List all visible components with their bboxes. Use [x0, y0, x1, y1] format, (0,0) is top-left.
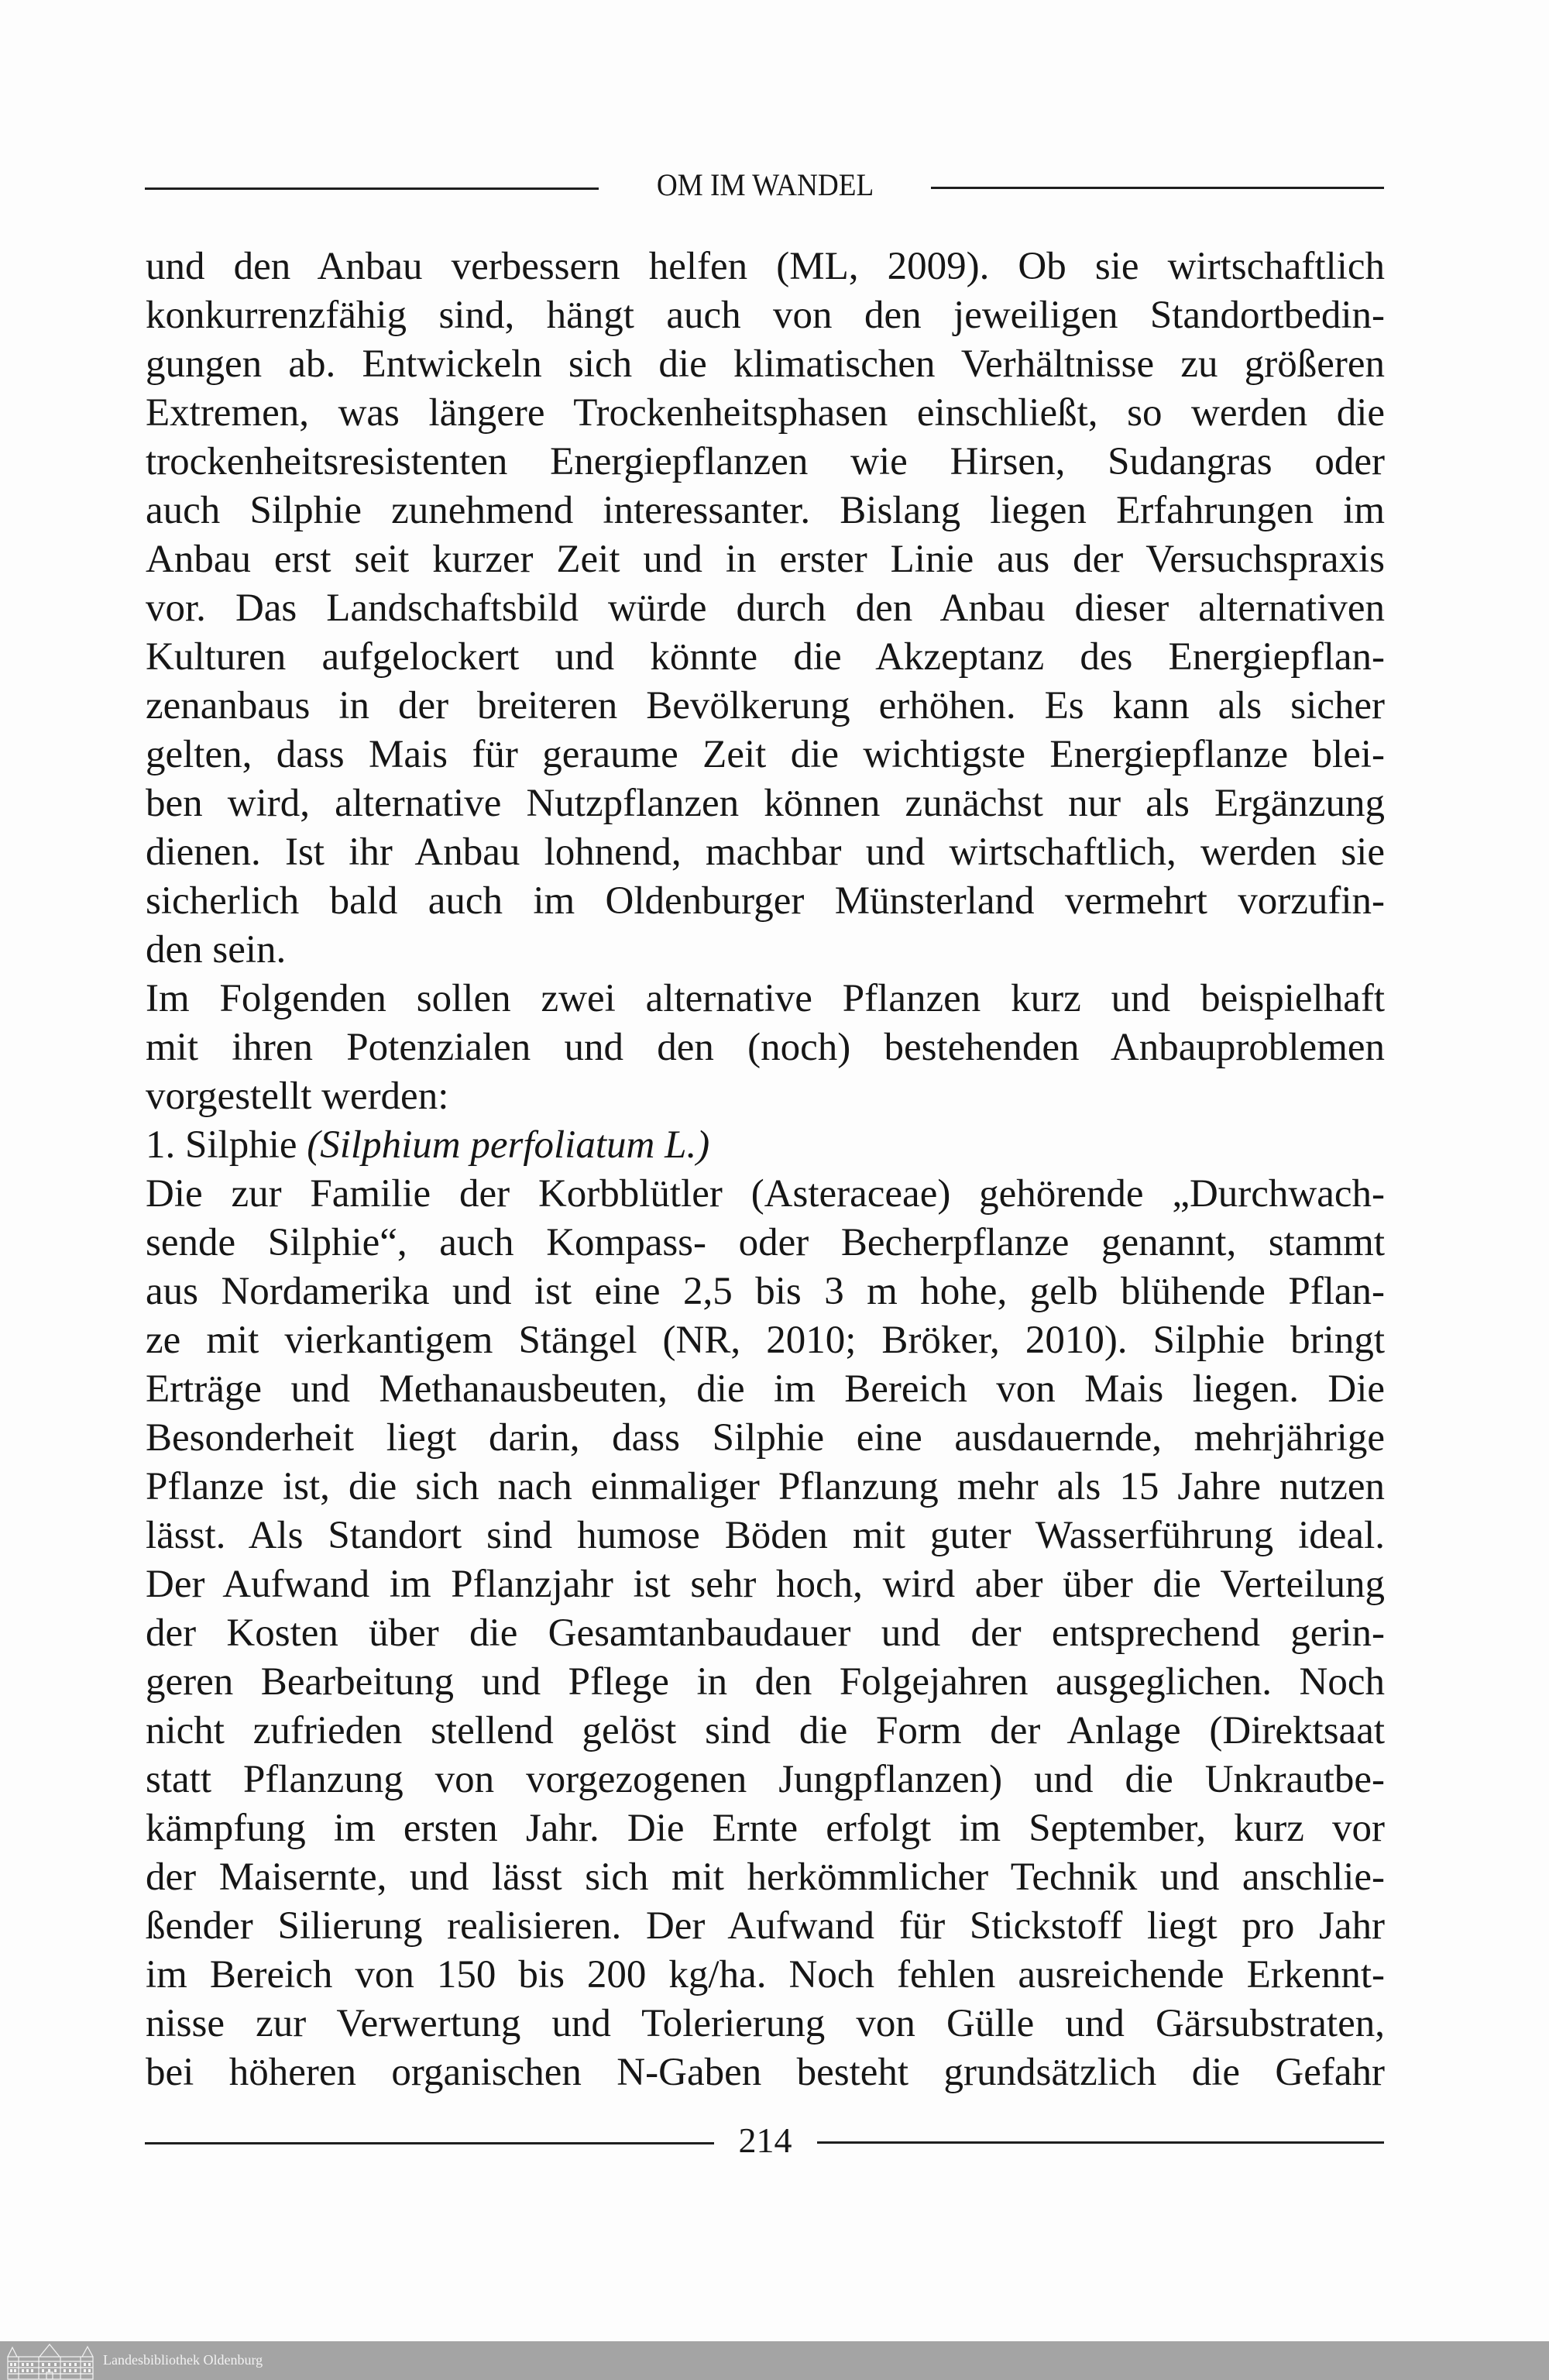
text-line [146, 1853, 1385, 1902]
text-line [146, 340, 1385, 389]
text-line [146, 584, 1385, 633]
text-line [146, 1316, 1385, 1365]
text-line-content: vorgestellt werden: [146, 1075, 449, 1118]
text-line [146, 1170, 1385, 1219]
text-line-content: sicherlich bald auch im Oldenburger Münsterland vermehrt vorzufin- [146, 879, 1385, 923]
text-line [146, 1072, 1385, 1121]
text-line-content: bei höheren organischen N-Gaben besteht grundsätzlich die Gefahr [146, 2051, 1385, 2094]
text-line-content: kämpfung im ersten Jahr. Die Ernte erfolgt im September, kurz vor [146, 1807, 1385, 1850]
running-head-title: OM IM WANDEL [656, 167, 874, 202]
folio-rule-right [817, 2141, 1384, 2144]
text-line-content: trockenheitsresistenten Energiepflanzen wie Hirsen, Sudangras oder [146, 440, 1385, 483]
text-line-content: Anbau erst seit kurzer Zeit und in erster Linie aus der Versuchspraxis [146, 538, 1385, 581]
text-line-content: statt Pflanzung von vorgezogenen Jungpflanzen) und die Unkrautbe- [146, 1758, 1385, 1801]
text-line-content: Pflanze ist, die sich nach einmaliger Pflanzung mehr als 15 Jahre nutzen [146, 1465, 1385, 1508]
text-line [146, 1951, 1385, 2000]
text-line-content: ßender Silierung realisieren. Der Aufwand für Stickstoff liegt pro Jahr [146, 1904, 1385, 1948]
text-line [146, 2048, 1385, 2097]
running-head [145, 166, 1384, 205]
text-line [146, 975, 1385, 1023]
text-line-content: der Kosten über die Gesamtanbaudauer und der entsprechend gerin- [146, 1611, 1385, 1655]
text-line-content: den sein. [146, 928, 287, 972]
text-line-content: Der Aufwand im Pflanzjahr ist sehr hoch, wird aber über die Verteilung [146, 1563, 1385, 1606]
text-line-content: Kulturen aufgelockert und könnte die Akzeptanz des Energiepflan- [146, 635, 1385, 679]
text-line-content: Die zur Familie der Korbblütler (Asteraceae) gehörende „Durchwach- [146, 1172, 1385, 1216]
text-line [146, 242, 1385, 291]
text-line-content: Erträge und Methanausbeuten, die im Bereich von Mais liegen. Die [146, 1367, 1385, 1411]
text-line [146, 1609, 1385, 1658]
text-line-content: lässt. Als Standort sind humose Böden mit guter Wasserführung ideal. [146, 1514, 1385, 1557]
text-line-content: geren Bearbeitung und Pflege in den Folgejahren ausgeglichen. Noch [146, 1660, 1385, 1704]
text-line-content: konkurrenzfähig sind, hängt auch von den jeweiligen Standortbedin- [146, 294, 1385, 337]
text-line-content: aus Nordamerika und ist eine 2,5 bis 3 m hohe, gelb blühende Pflan- [146, 1270, 1385, 1313]
text-line [146, 633, 1385, 682]
text-line [146, 1267, 1385, 1316]
running-head-rule-right [931, 187, 1384, 189]
text-line-content: vor. Das Landschaftsbild würde durch den Anbau dieser alternativen [146, 586, 1385, 630]
text-line-content: auch Silphie zunehmend interessanter. Bislang liegen Erfahrungen im [146, 489, 1385, 532]
text-line [146, 438, 1385, 487]
text-line-content: Extremen, was längere Trockenheitsphasen einschließt, so werden die [146, 391, 1385, 435]
text-line [146, 1219, 1385, 1267]
text-line [146, 1463, 1385, 1512]
folio-rule-left [145, 2142, 714, 2144]
text-line [146, 1658, 1385, 1707]
text-line [146, 1707, 1385, 1756]
text-line-content: 1. Silphie [146, 1123, 307, 1167]
text-line [146, 1023, 1385, 1072]
text-line-content: ben wird, alternative Nutzpflanzen können zunächst nur als Ergänzung [146, 782, 1385, 825]
text-line [146, 682, 1385, 731]
text-line [146, 291, 1385, 340]
section-heading-species: (Silphium perfoliatum L.) [307, 1123, 710, 1167]
running-head-rule-left [145, 187, 599, 190]
text-line [146, 1365, 1385, 1414]
text-line-content: der Maisernte, und lässt sich mit herkömmlicher Technik und anschlie- [146, 1856, 1385, 1899]
text-line [146, 828, 1385, 877]
library-footer-bar [0, 2341, 1549, 2380]
text-line-content: und den Anbau verbessern helfen (ML, 2009). Ob sie wirtschaftlich [146, 245, 1385, 288]
text-line [146, 1902, 1385, 1951]
text-line [146, 1560, 1385, 1609]
text-line-content: mit ihren Potenzialen und den (noch) bestehenden Anbauproblemen [146, 1026, 1385, 1069]
text-line [146, 877, 1385, 926]
text-line [146, 1512, 1385, 1560]
library-building-icon [5, 2343, 96, 2380]
text-line-content: nisse zur Verwertung und Tolerierung von Gülle und Gärsubstraten, [146, 2002, 1385, 2045]
text-line-content: dienen. Ist ihr Anbau lohnend, machbar und wirtschaftlich, werden sie [146, 831, 1385, 874]
text-line-content: im Bereich von 150 bis 200 kg/ha. Noch fehlen ausreichende Erkennt- [146, 1953, 1385, 1997]
library-name: Landesbibliothek Oldenburg [103, 2352, 263, 2368]
page-number: 214 [738, 2120, 792, 2160]
text-line-content: ze mit vierkantigem Stängel (NR, 2010; Bröker, 2010). Silphie bringt [146, 1319, 1385, 1362]
text-line [146, 389, 1385, 438]
text-line-content: gungen ab. Entwickeln sich die klimatischen Verhältnisse zu größeren [146, 342, 1385, 386]
text-line [146, 1804, 1385, 1853]
text-line [146, 1756, 1385, 1804]
text-line [146, 2000, 1385, 2048]
text-line [146, 487, 1385, 535]
text-line-content: Im Folgenden sollen zwei alternative Pflanzen kurz und beispielhaft [146, 977, 1385, 1020]
text-line [146, 731, 1385, 779]
text-line-content: Besonderheit liegt darin, dass Silphie eine ausdauernde, mehrjährige [146, 1416, 1385, 1460]
text-line-content: sende Silphie“, auch Kompass- oder Becherpflanze genannt, stammt [146, 1221, 1385, 1264]
text-line-content: nicht zufrieden stellend gelöst sind die Form der Anlage (Direktsaat [146, 1709, 1385, 1752]
text-line [146, 535, 1385, 584]
text-line [146, 779, 1385, 828]
text-line [146, 1414, 1385, 1463]
section-heading [146, 1121, 1385, 1170]
text-line-content: gelten, dass Mais für geraume Zeit die wichtigste Energiepflanze blei- [146, 733, 1385, 776]
text-line-content: zenanbaus in der breiteren Bevölkerung erhöhen. Es kann als sicher [146, 684, 1385, 727]
text-line [146, 926, 1385, 975]
folio [145, 2121, 1384, 2160]
